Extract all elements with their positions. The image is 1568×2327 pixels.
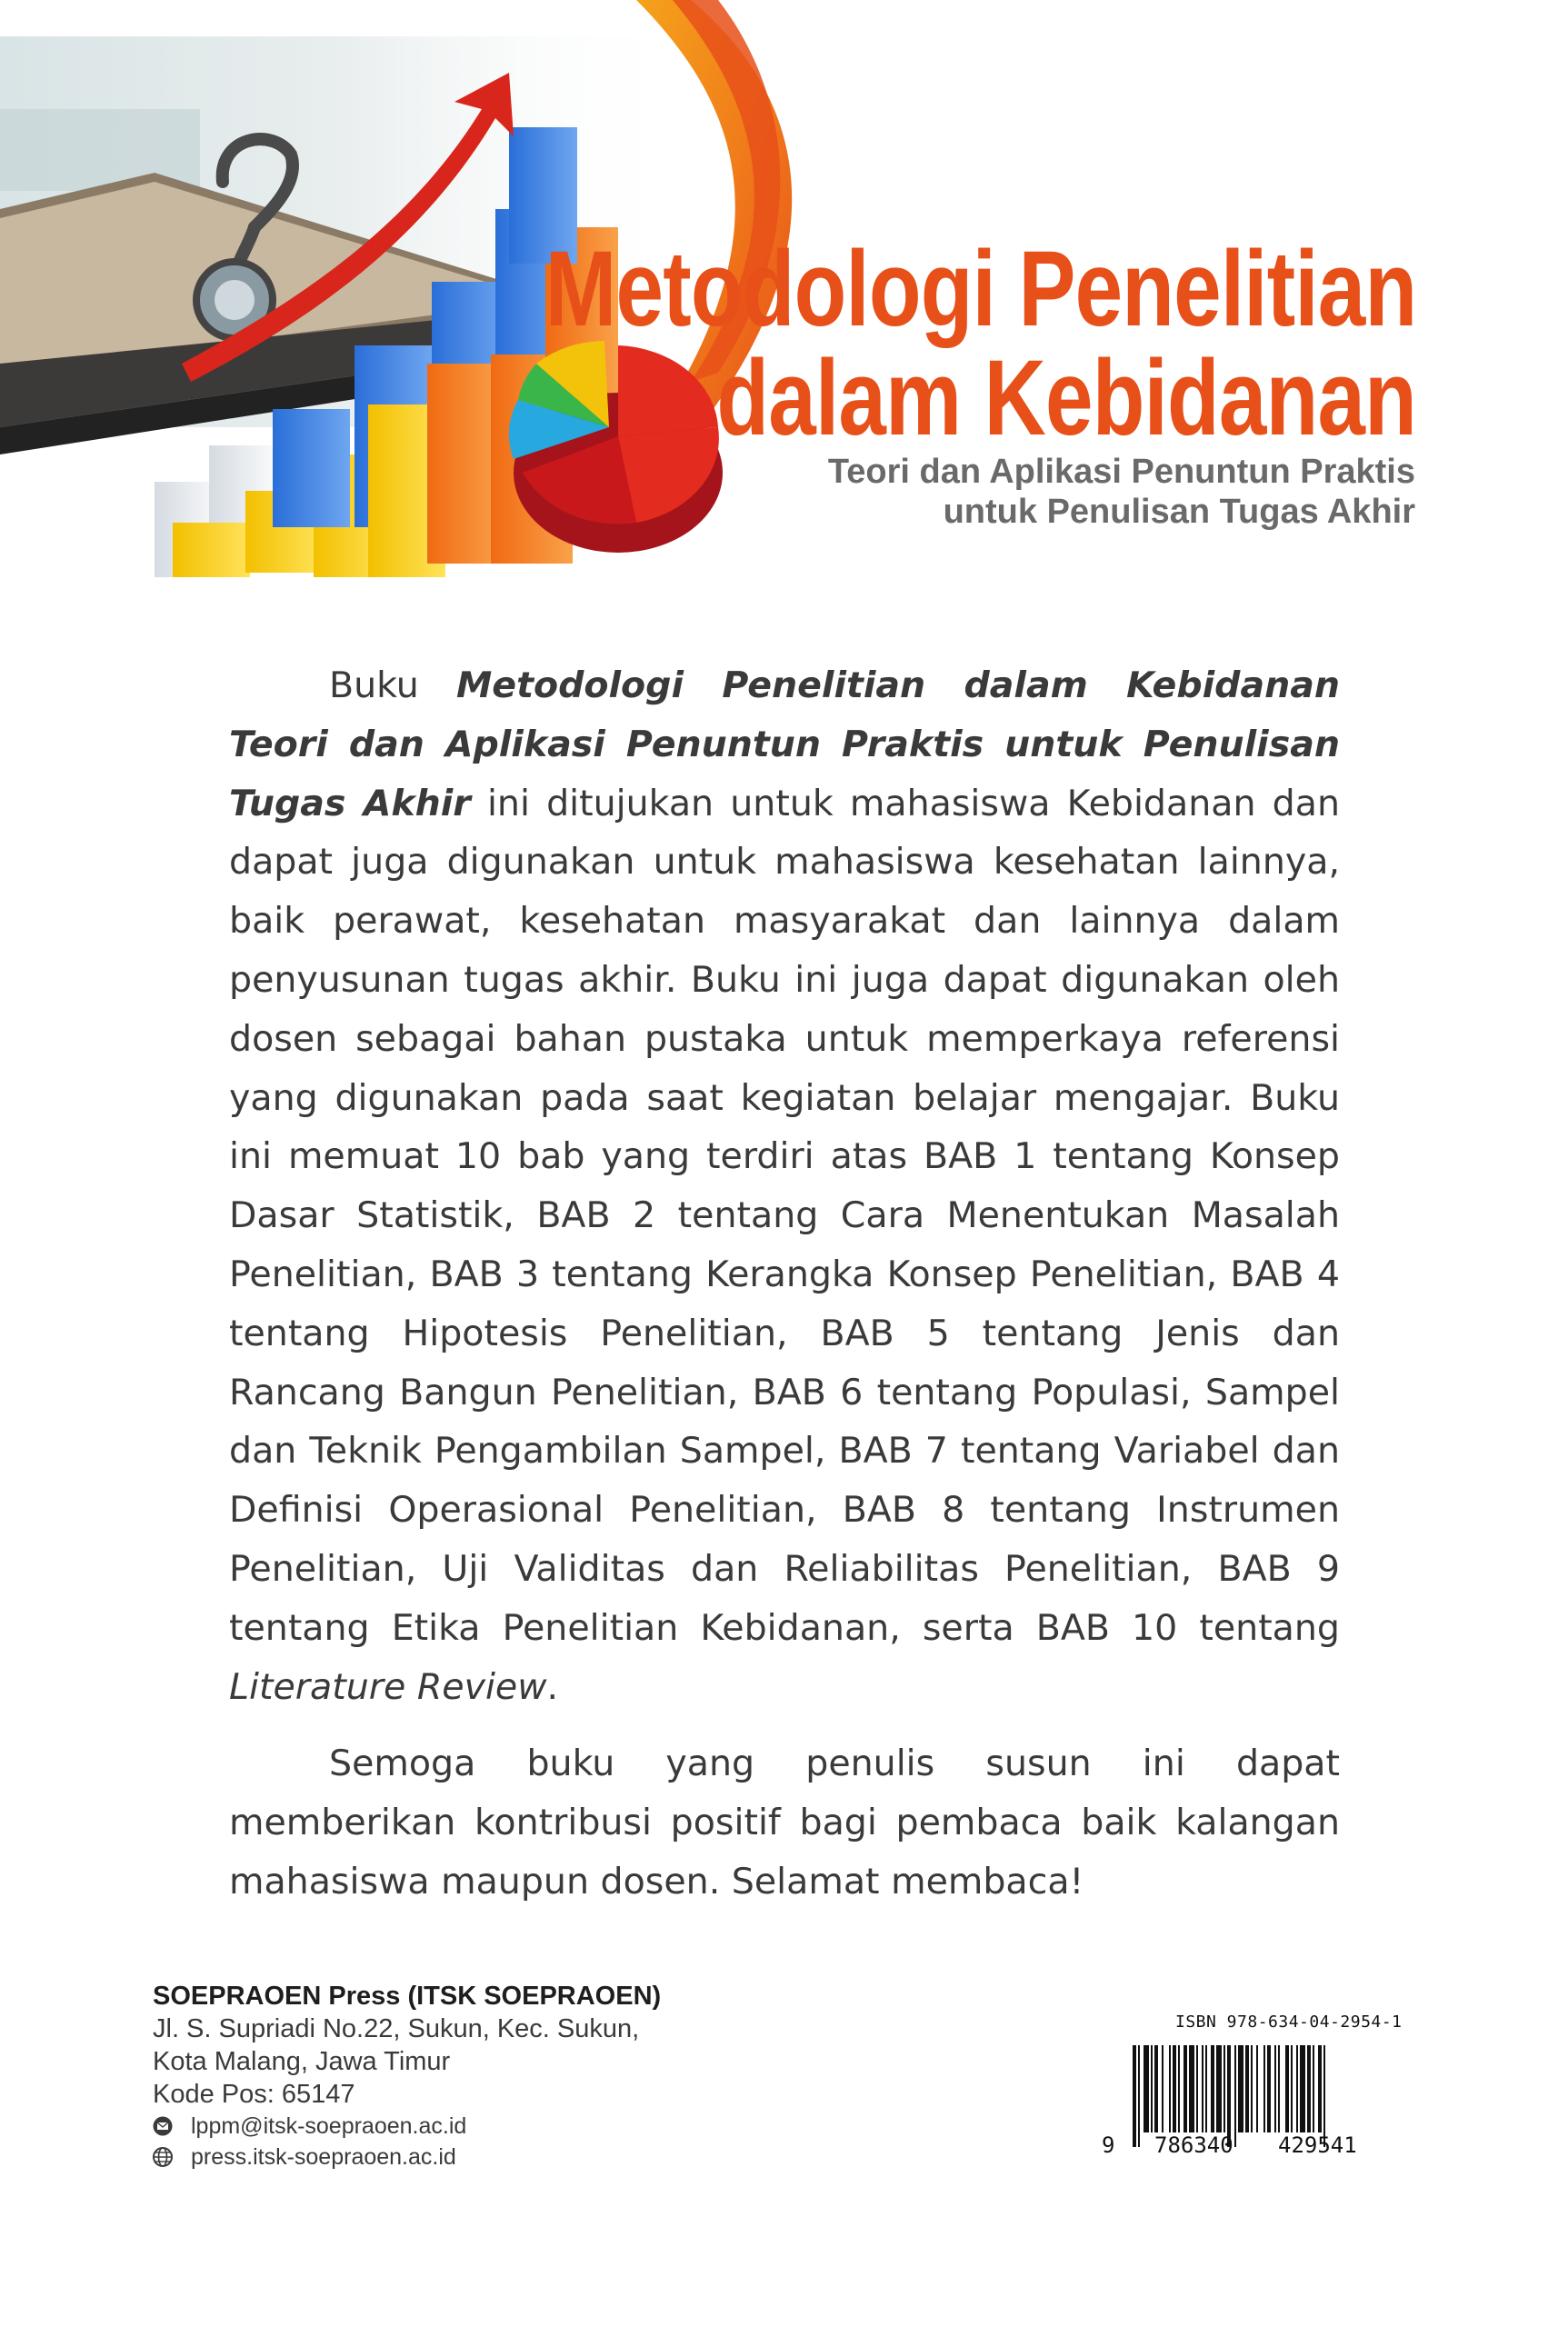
book-title-line1: Metodologi Penelitian [544,229,1416,349]
back-cover-blurb [229,656,1340,1912]
publisher-info [153,1980,661,2172]
blurb-literature-review: Literature Review [229,1665,547,1708]
website-row [153,2142,661,2172]
book-title-line2: dalam Kebidanan [716,338,1416,458]
publisher-address-line2: Kota Malang, Jawa Timur [153,2047,451,2076]
isbn-barcode-block [1091,2007,1420,2171]
blurb-body: ini ditujukan untuk mahasiswa Kebidanan dan dapat juga digunakan untuk mahasiswa kesehatan lainnya, baik perawat, kesehatan masyarakat dan lainnya dalam penyusunan tugas akhir. Buku ini juga dapat digunakan oleh dosen sebagai bahan pustaka untuk memperkaya referensi yang digunakan pada saat kegiatan belajar mengajar. Buku ini memuat 10 bab yang terdiri atas BAB 1 tentang Konsep Dasar Statistik, BAB 2 tentang Cara Menentukan Masalah Penelitian, BAB 3 tentang Kerangka Konsep Penelitian, BAB 4 tentang Hipotesis Penelitian, BAB 5 tentang Jenis dan Rancang Bangun Penelitian, BAB 6 tentang Populasi, Sampel dan Teknik Pengambilan Sampel, BAB 7 tentang Variabel dan Definisi Operasional Penelitian, BAB 8 tentang Instrumen Penelitian, Uji Validitas dan Reliabilitas Penelitian, BAB 9 tentang Etika Penelitian Kebidanan, serta BAB 10 tentang [229,782,1340,1649]
publisher-name: SOEPRAOEN Press (ITSK SOEPRAOEN) [153,1982,662,2011]
blurb-paragraph-2: Semoga buku yang penulis susun ini dapat memberikan kontribusi positif bagi pembaca baik kalangan mahasiswa maupun dosen. Selamat membaca! [229,1743,1340,1903]
barcode-digits-left: 786340 [1154,2132,1233,2158]
blurb-intro: Buku [329,664,456,706]
barcode-digits-right: 429541 [1278,2132,1357,2158]
publisher-address-line1: Jl. S. Supriadi No.22, Sukun, Kec. Sukun, [153,2014,640,2043]
publisher-email: lppm@itsk-soepraoen.ac.id [191,2113,467,2139]
mail-icon [153,2116,173,2136]
blurb-book-title: Metodologi Penelitian dalam Kebidanan Teori dan Aplikasi Penuntun Praktis untuk Penulisan Tugas Akhir [229,664,1340,824]
email-row [153,2111,661,2142]
globe-icon [153,2147,173,2167]
book-subtitle-line1: Teori dan Aplikasi Penuntun Praktis [827,453,1415,491]
blurb-period: . [546,1665,559,1708]
publisher-postal-code: Kode Pos: 65147 [153,2080,355,2109]
blurb-paragraph-1 [229,656,1340,1716]
isbn-label: ISBN 978-634-04-2954-1 [1175,2012,1403,2032]
book-subtitle-line2: untuk Penulisan Tugas Akhir [943,493,1415,531]
publisher-website: press.itsk-soepraoen.ac.id [191,2144,456,2170]
barcode-digit-first: 9 [1102,2132,1115,2158]
